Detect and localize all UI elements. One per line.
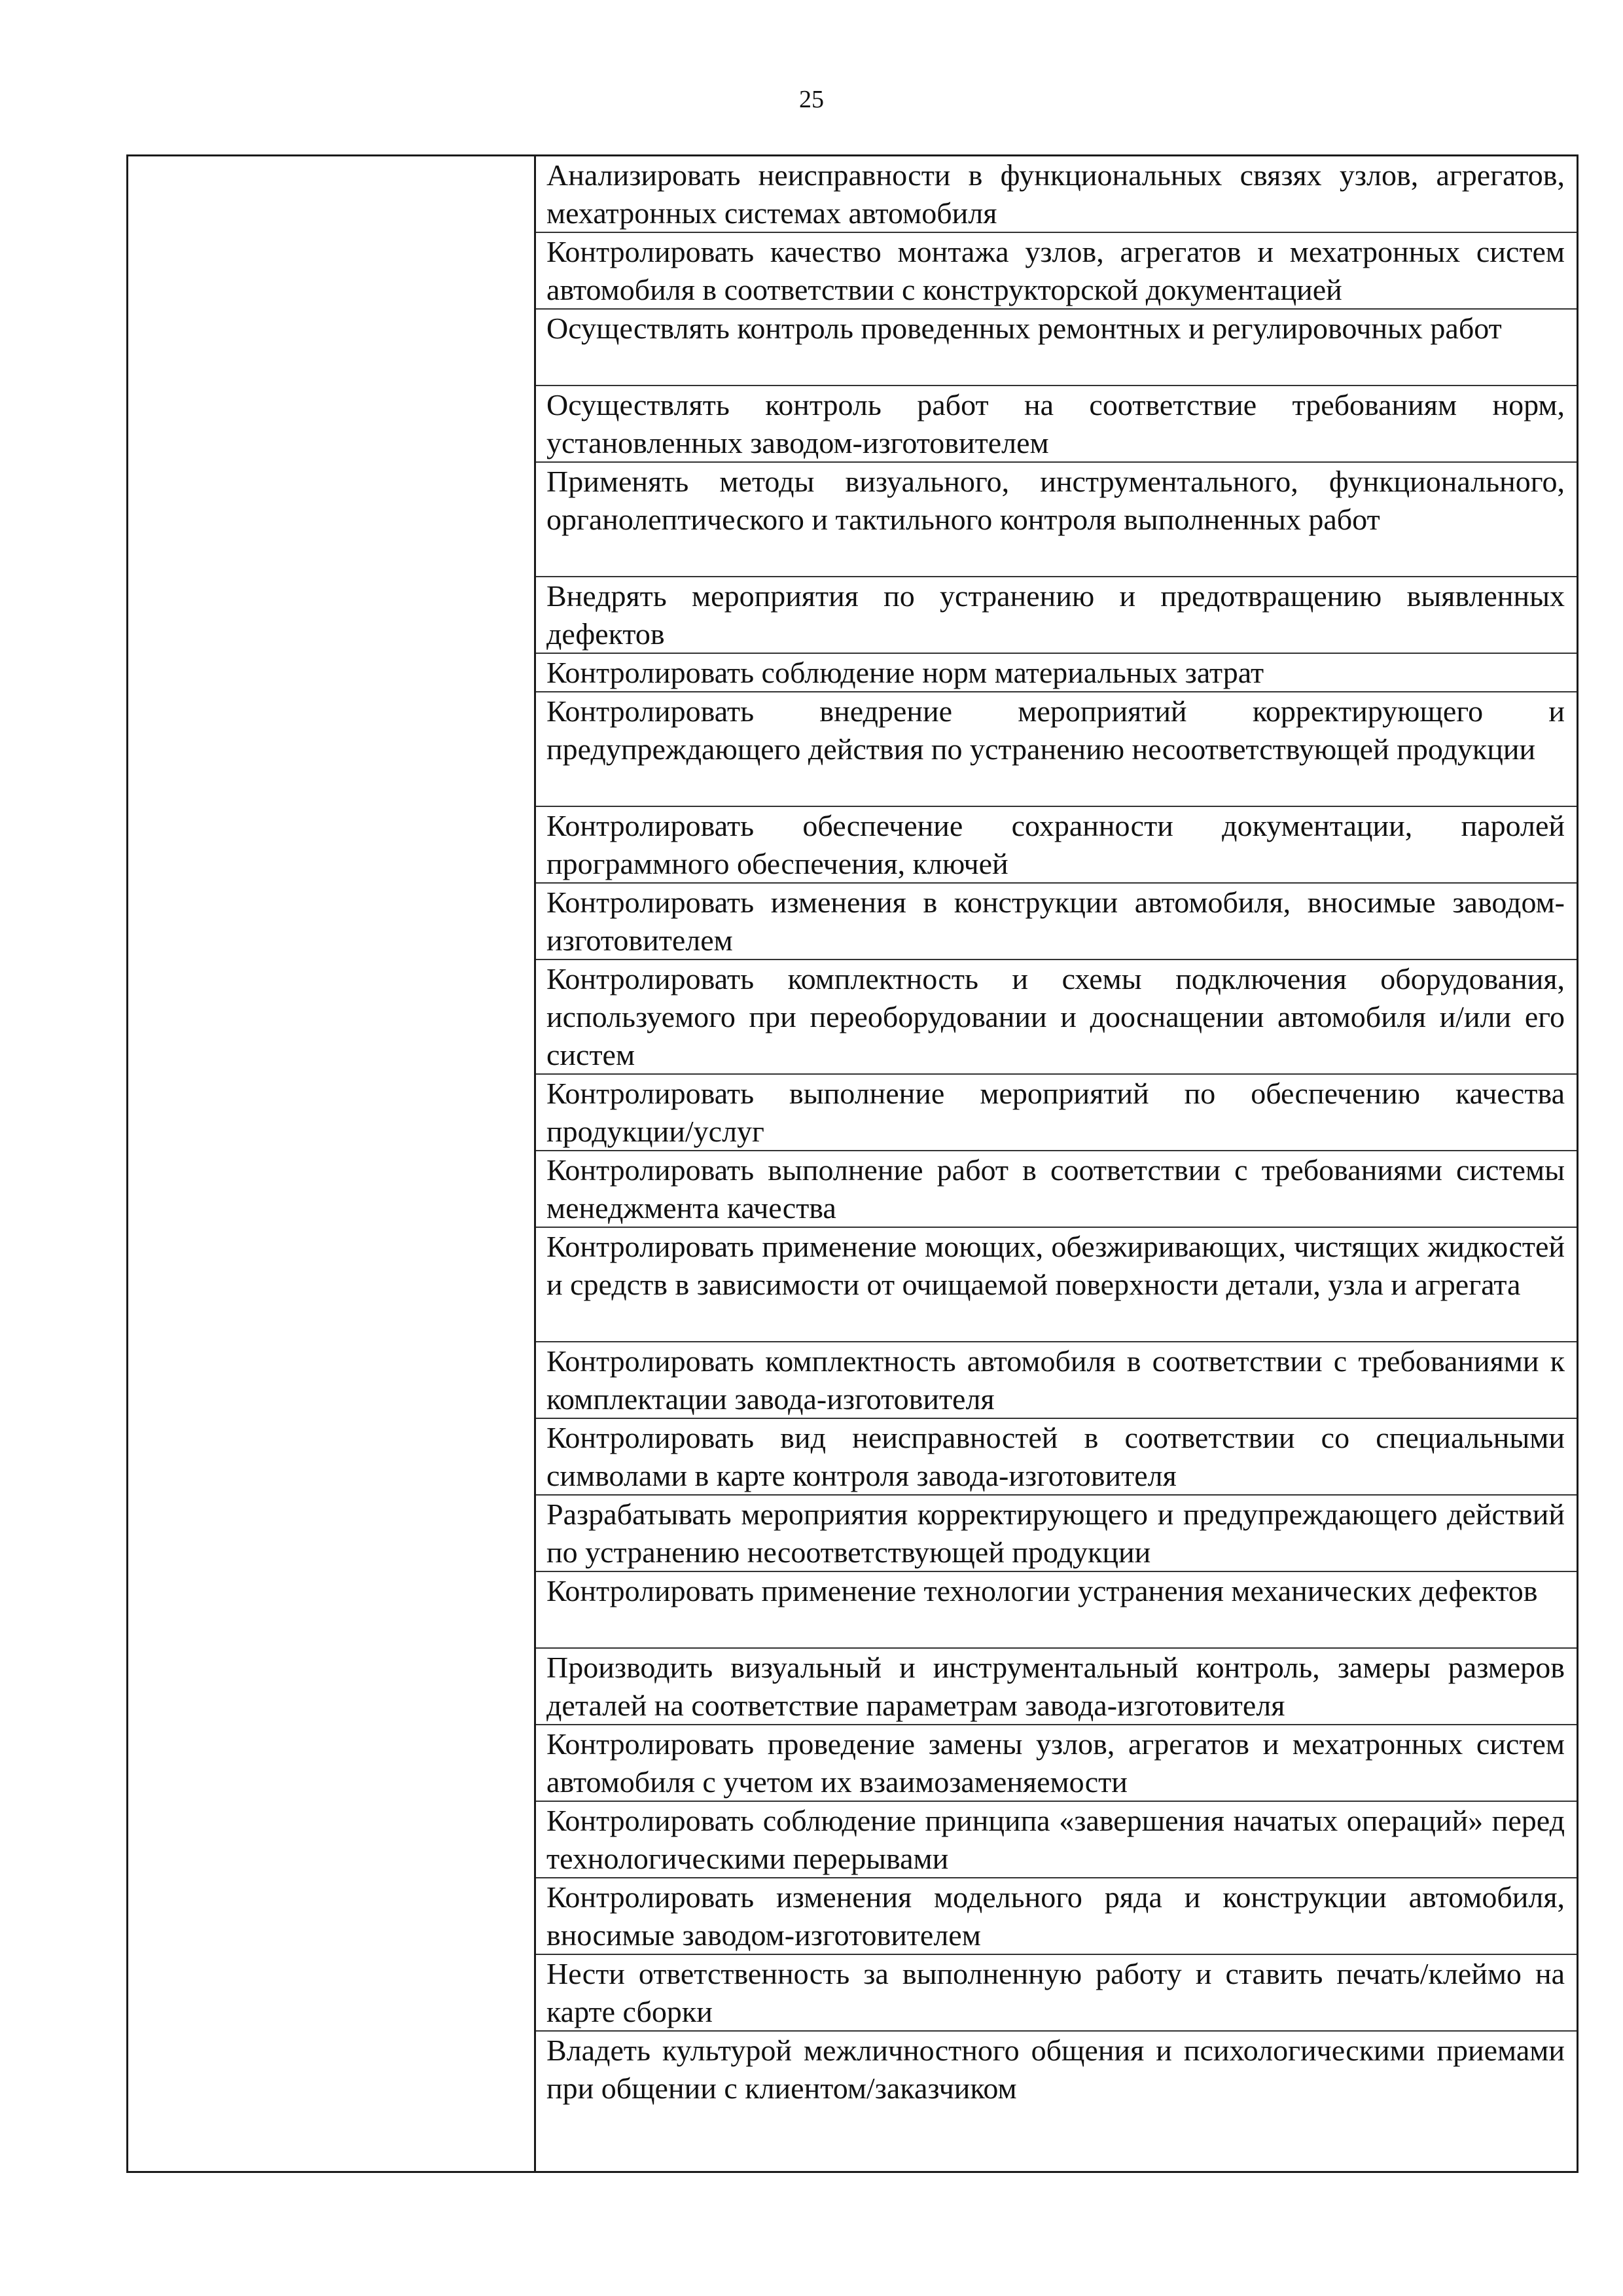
list-item: Контролировать комплектность и схемы подключения оборудования, используемого при переоборудовании и дооснащении автомобиля и/или его систем [536,960,1577,1075]
list-item: Контролировать изменения модельного ряда и конструкции автомобиля, вносимые заводом-изготовителем [536,1878,1577,1955]
list-item: Контролировать соблюдение принципа «завершения начатых операций» перед технологическими перерывами [536,1802,1577,1878]
list-item: Контролировать изменения в конструкции автомобиля, вносимые заводом-изготовителем [536,884,1577,960]
list-item: Разрабатывать мероприятия корректирующего и предупреждающего действий по устранению несоответствующей продукции [536,1496,1577,1572]
list-item: Контролировать применение моющих, обезжиривающих, чистящих жидкостей и средств в зависимости от очищаемой поверхности детали, узла и агрегата [536,1228,1577,1342]
list-item: Контролировать обеспечение сохранности документации, паролей программного обеспечения, ключей [536,807,1577,884]
list-item: Контролировать внедрение мероприятий корректирующего и предупреждающего действия по устранению несоответствующей продукции [536,692,1577,807]
list-item: Контролировать вид неисправностей в соответствии со специальными символами в карте контроля завода-изготовителя [536,1419,1577,1496]
list-item: Контролировать соблюдение норм материальных затрат [536,654,1577,692]
list-item: Применять методы визуального, инструментального, функционального, органолептического и тактильного контроля выполненных работ [536,463,1577,577]
list-item: Контролировать применение технологии устранения механических дефектов [536,1572,1577,1649]
list-item: Контролировать выполнение работ в соответствии с требованиями системы менеджмента качества [536,1151,1577,1228]
list-item: Контролировать проведение замены узлов, агрегатов и мехатронных систем автомобиля с учетом их взаимозаменяемости [536,1725,1577,1802]
list-item: Анализировать неисправности в функциональных связях узлов, агрегатов, мехатронных системах автомобиля [536,156,1577,233]
list-item: Контролировать комплектность автомобиля в соответствии с требованиями к комплектации завода-изготовителя [536,1342,1577,1419]
page-number: 25 [799,86,824,113]
list-item: Осуществлять контроль проведенных ремонтных и регулировочных работ [536,310,1577,386]
requirements-list [536,156,1577,2171]
table-left-cell [128,156,535,2172]
table-row [128,156,1578,2172]
list-item: Контролировать выполнение мероприятий по обеспечению качества продукции/услуг [536,1075,1577,1151]
list-item: Внедрять мероприятия по устранению и предотвращению выявленных дефектов [536,577,1577,654]
requirements-table [126,154,1578,2173]
list-item: Нести ответственность за выполненную работу и ставить печать/клеймо на карте сборки [536,1955,1577,2032]
table-right-cell [535,156,1578,2172]
list-item: Производить визуальный и инструментальный контроль, замеры размеров деталей на соответствие параметрам завода-изготовителя [536,1649,1577,1725]
list-item: Контролировать качество монтажа узлов, агрегатов и мехатронных систем автомобиля в соответствии с конструкторской документацией [536,233,1577,310]
list-item: Осуществлять контроль работ на соответствие требованиям норм, установленных заводом-изготовителем [536,386,1577,463]
list-item: Владеть культурой межличностного общения и психологическими приемами при общении с клиентом/заказчиком [546,2034,1565,2105]
